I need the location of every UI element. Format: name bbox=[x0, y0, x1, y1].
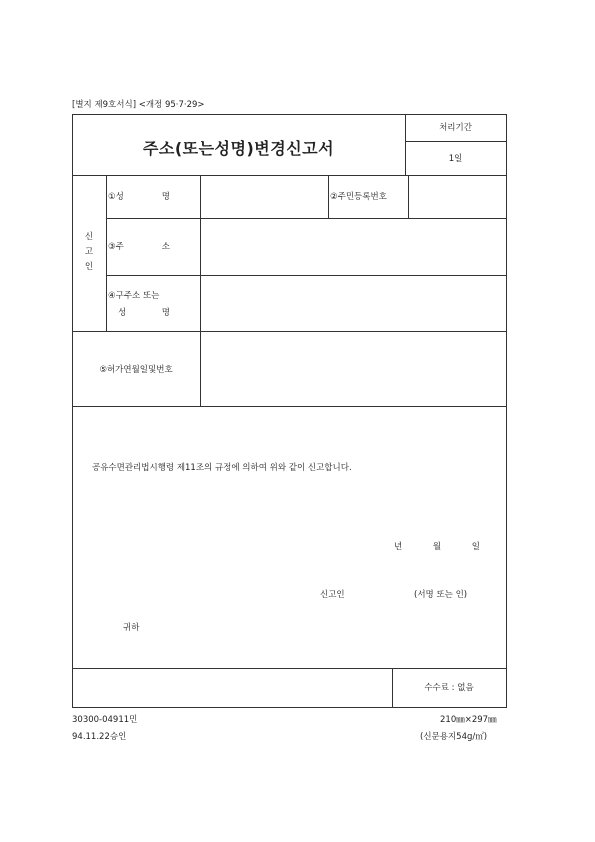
fee-label: 수수료 : 없음 bbox=[424, 683, 474, 693]
form-title: 주소(또는성명)변경신고서 bbox=[142, 139, 335, 158]
permit-date-number-field[interactable] bbox=[201, 332, 505, 405]
processing-period-value: 1일 bbox=[448, 154, 463, 164]
old-name-label: 성 명 bbox=[118, 308, 170, 318]
name-label: ①성 명 bbox=[108, 192, 170, 202]
report-date: 년 월 일 bbox=[394, 542, 480, 552]
resident-number-field[interactable] bbox=[409, 176, 505, 217]
old-address-field[interactable] bbox=[201, 276, 505, 330]
paper-size: 210㎜×297㎜ bbox=[440, 715, 497, 725]
form-number-label: [별지 제9호서식] <개정 95·7·29> bbox=[72, 100, 205, 110]
old-address-label: ④구주소 또는 bbox=[108, 291, 160, 301]
form-code: 30300-04911민 bbox=[72, 715, 138, 725]
processing-period-label: 처리기간 bbox=[439, 123, 472, 133]
signature-note: (서명 또는 인) bbox=[414, 590, 468, 600]
reporter-signature-label: 신고인 bbox=[320, 590, 345, 600]
declaration-statement: 공유수면관리법시행령 제11조의 규정에 의하여 위와 같이 신고합니다. bbox=[92, 463, 352, 473]
address-field[interactable] bbox=[201, 219, 505, 274]
address-label: ③주 소 bbox=[108, 242, 170, 252]
approval-date: 94.11.22승인 bbox=[72, 732, 127, 742]
reporter-group-label: 신 고 인 bbox=[84, 232, 94, 272]
permit-date-number-label: ⑤허가연월일및번호 bbox=[99, 365, 173, 375]
resident-number-label: ②주민등록번호 bbox=[330, 192, 387, 202]
addressee-label: 귀하 bbox=[123, 623, 140, 633]
name-field[interactable] bbox=[201, 176, 327, 217]
paper-type: (신문용지54g/㎡) bbox=[420, 732, 488, 742]
